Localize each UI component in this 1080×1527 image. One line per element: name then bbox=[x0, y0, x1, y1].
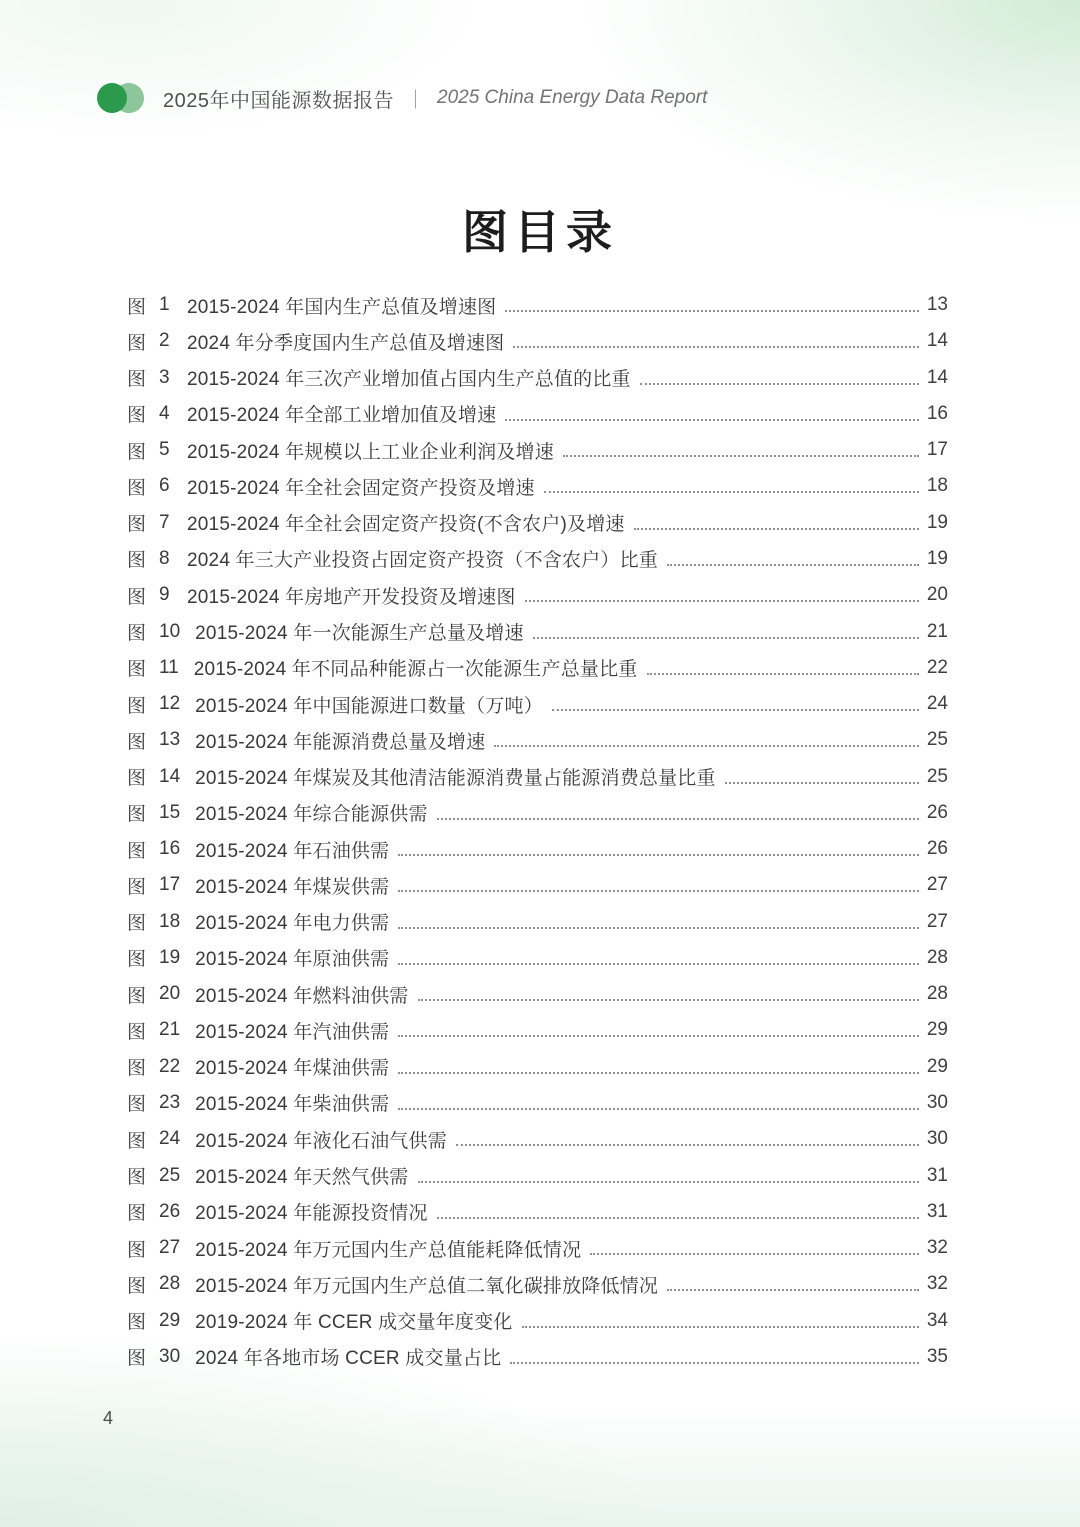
toc-entry-title: 2024 年分季度国内生产总值及增速图 bbox=[187, 332, 505, 354]
toc-entry-number: 24 bbox=[159, 1128, 181, 1150]
toc-entry-label: 图 bbox=[127, 876, 147, 898]
toc-entry-title: 2015-2024 年全社会固定资产投资(不含农户)及增速 bbox=[187, 514, 625, 536]
toc-entry-page: 31 bbox=[926, 1200, 948, 1222]
toc-entry-title: 2015-2024 年煤油供需 bbox=[195, 1058, 390, 1080]
toc-entry-row bbox=[127, 976, 948, 1012]
dotted-leader bbox=[505, 310, 919, 312]
toc-entry-number: 29 bbox=[159, 1309, 181, 1331]
toc-entry-title: 2015-2024 年电力供需 bbox=[195, 913, 390, 935]
toc-entry-label: 图 bbox=[127, 1239, 147, 1261]
toc-entry-number: 11 bbox=[159, 656, 179, 678]
toc-entry-page: 16 bbox=[926, 402, 948, 424]
toc-entry-number: 13 bbox=[159, 729, 181, 751]
toc-entry-label: 图 bbox=[127, 804, 147, 826]
toc-entry-page: 25 bbox=[926, 765, 948, 787]
toc-entry-row bbox=[127, 360, 948, 396]
report-logo-icon bbox=[97, 82, 145, 114]
toc-entry-page: 19 bbox=[926, 511, 948, 533]
toc-entry-page: 34 bbox=[926, 1309, 948, 1331]
toc-entry-row bbox=[127, 1339, 948, 1375]
toc-list bbox=[127, 287, 948, 1375]
toc-entry-number: 7 bbox=[159, 511, 170, 533]
dotted-leader bbox=[505, 419, 919, 421]
header-separator: ｜ bbox=[406, 89, 426, 111]
toc-entry-page: 25 bbox=[926, 729, 948, 751]
toc-entry-row bbox=[127, 650, 948, 686]
toc-entry-title: 2015-2024 年规模以上工业企业利润及增速 bbox=[187, 441, 554, 463]
toc-entry-title: 2015-2024 年房地产开发投资及增速图 bbox=[187, 586, 516, 608]
toc-entry-label: 图 bbox=[127, 695, 147, 717]
toc-entry-page: 21 bbox=[926, 620, 948, 642]
toc-entry-row bbox=[127, 1266, 948, 1302]
toc-entry-title: 2015-2024 年全部工业增加值及增速 bbox=[187, 405, 497, 427]
toc-entry-label: 图 bbox=[127, 586, 147, 608]
toc-entry-row bbox=[127, 323, 948, 359]
toc-entry-title: 2015-2024 年煤炭供需 bbox=[195, 876, 390, 898]
dotted-leader bbox=[544, 491, 919, 493]
dotted-leader bbox=[634, 528, 919, 530]
toc-entry-number: 1 bbox=[159, 294, 170, 316]
toc-entry-page: 35 bbox=[926, 1345, 948, 1367]
toc-entry-label: 图 bbox=[127, 441, 147, 463]
toc-entry-row bbox=[127, 1012, 948, 1048]
toc-entry-row bbox=[127, 1121, 948, 1157]
toc-entry-label: 图 bbox=[127, 768, 147, 790]
toc-entry-label: 图 bbox=[127, 1058, 147, 1080]
toc-entry-title: 2015-2024 年液化石油气供需 bbox=[195, 1130, 447, 1152]
toc-entry-title: 2015-2024 年全社会固定资产投资及增速 bbox=[187, 477, 535, 499]
dotted-leader bbox=[418, 1181, 920, 1183]
toc-entry-page: 28 bbox=[926, 983, 948, 1005]
toc-entry-page: 26 bbox=[926, 801, 948, 823]
toc-entry-title: 2015-2024 年一次能源生产总量及增速 bbox=[195, 623, 524, 645]
toc-entry-number: 16 bbox=[159, 838, 181, 860]
toc-entry-page: 13 bbox=[926, 294, 948, 316]
toc-entry-number: 17 bbox=[159, 874, 181, 896]
toc-entry-page: 28 bbox=[926, 946, 948, 968]
toc-entry-number: 30 bbox=[159, 1345, 181, 1367]
toc-entry-number: 28 bbox=[159, 1273, 181, 1295]
toc-entry-title: 2015-2024 年中国能源进口数量（万吨） bbox=[195, 695, 543, 717]
toc-entry-title: 2015-2024 年煤炭及其他清洁能源消费量占能源消费总量比重 bbox=[195, 768, 716, 790]
report-header bbox=[97, 82, 707, 114]
toc-entry-number: 18 bbox=[159, 910, 181, 932]
dotted-leader bbox=[398, 927, 919, 929]
toc-entry-label: 图 bbox=[127, 405, 147, 427]
toc-entry-title: 2015-2024 年柴油供需 bbox=[195, 1094, 390, 1116]
toc-entry-title: 2019-2024 年 CCER 成交量年度变化 bbox=[195, 1312, 513, 1334]
toc-entry-number: 25 bbox=[159, 1164, 181, 1186]
toc-entry-number: 27 bbox=[159, 1237, 181, 1259]
toc-entry-number: 26 bbox=[159, 1200, 181, 1222]
toc-entry-row bbox=[127, 758, 948, 794]
toc-entry-number: 10 bbox=[159, 620, 181, 642]
toc-entry-row bbox=[127, 940, 948, 976]
toc-entry-number: 19 bbox=[159, 946, 181, 968]
dotted-leader bbox=[418, 999, 920, 1001]
header-title-zh: 2025年中国能源数据报告 bbox=[163, 89, 394, 112]
toc-entry-label: 图 bbox=[127, 949, 147, 971]
toc-entry-title: 2015-2024 年天然气供需 bbox=[195, 1167, 409, 1188]
toc-entry-page: 14 bbox=[926, 330, 948, 352]
toc-entry-row bbox=[127, 1230, 948, 1266]
toc-entry-page: 26 bbox=[926, 838, 948, 860]
toc-entry-title: 2015-2024 年原油供需 bbox=[195, 949, 390, 971]
toc-entry-page: 27 bbox=[926, 910, 948, 932]
dotted-leader bbox=[563, 455, 919, 457]
toc-entry-number: 5 bbox=[159, 439, 170, 461]
toc-entry-title: 2024 年三大产业投资占固定资产投资（不含农户）比重 bbox=[187, 550, 658, 572]
dotted-leader bbox=[590, 1253, 919, 1255]
toc-entry-label: 图 bbox=[127, 332, 147, 354]
toc-entry-row bbox=[127, 577, 948, 613]
toc-entry-label: 图 bbox=[127, 1348, 147, 1370]
toc-entry-title: 2015-2024 年万元国内生产总值二氧化碳排放降低情况 bbox=[195, 1275, 659, 1297]
footer-page-number: 4 bbox=[103, 1408, 114, 1428]
toc-entry-number: 4 bbox=[159, 402, 170, 424]
toc-entry-label: 图 bbox=[127, 1203, 147, 1225]
toc-entry-label: 图 bbox=[127, 296, 147, 318]
page-title: 图目录 bbox=[462, 206, 618, 258]
toc-entry-page: 20 bbox=[926, 584, 948, 606]
toc-entry-label: 图 bbox=[127, 369, 147, 391]
dotted-leader bbox=[533, 637, 919, 639]
toc-entry-label: 图 bbox=[127, 1167, 147, 1188]
dotted-leader bbox=[522, 1326, 920, 1328]
toc-entry-label: 图 bbox=[127, 1094, 147, 1116]
dotted-leader bbox=[667, 1289, 919, 1291]
dotted-leader bbox=[456, 1144, 919, 1146]
toc-entry-number: 20 bbox=[159, 983, 181, 1005]
toc-entry-page: 30 bbox=[926, 1128, 948, 1150]
toc-entry-page: 22 bbox=[926, 656, 948, 678]
dotted-leader bbox=[667, 564, 919, 566]
toc-entry-title: 2015-2024 年汽油供需 bbox=[195, 1021, 390, 1043]
dotted-leader bbox=[647, 673, 920, 675]
dotted-leader bbox=[437, 818, 919, 820]
toc-entry-label: 图 bbox=[127, 1312, 147, 1334]
toc-entry-row bbox=[127, 287, 948, 323]
toc-entry-number: 6 bbox=[159, 475, 170, 497]
toc-entry-label: 图 bbox=[127, 550, 147, 572]
toc-entry-row bbox=[127, 468, 948, 504]
toc-entry-page: 32 bbox=[926, 1273, 948, 1295]
toc-entry-row bbox=[127, 505, 948, 541]
toc-entry-label: 图 bbox=[127, 1021, 147, 1043]
toc-entry-label: 图 bbox=[127, 1130, 147, 1152]
dotted-leader bbox=[494, 745, 919, 747]
toc-entry-number: 3 bbox=[159, 366, 170, 388]
toc-entry-page: 18 bbox=[926, 475, 948, 497]
toc-entry-title: 2015-2024 年不同品种能源占一次能源生产总量比重 bbox=[193, 659, 638, 681]
toc-entry-label: 图 bbox=[127, 659, 147, 681]
toc-entry-number: 15 bbox=[159, 801, 181, 823]
toc-entry-title: 2024 年各地市场 CCER 成交量占比 bbox=[195, 1348, 502, 1370]
toc-entry-row bbox=[127, 904, 948, 940]
dotted-leader bbox=[525, 600, 919, 602]
toc-entry-number: 22 bbox=[159, 1055, 181, 1077]
toc-entry-row bbox=[127, 432, 948, 468]
toc-entry-page: 17 bbox=[926, 439, 948, 461]
toc-entry-row bbox=[127, 867, 948, 903]
toc-entry-title: 2015-2024 年万元国内生产总值能耗降低情况 bbox=[195, 1239, 582, 1261]
toc-entry-page: 27 bbox=[926, 874, 948, 896]
toc-entry-title: 2015-2024 年燃料油供需 bbox=[195, 985, 409, 1007]
toc-entry-row bbox=[127, 613, 948, 649]
toc-entry-page: 30 bbox=[926, 1091, 948, 1113]
toc-entry-label: 图 bbox=[127, 731, 147, 753]
toc-entry-title: 2015-2024 年能源投资情况 bbox=[195, 1203, 428, 1225]
dotted-leader bbox=[398, 1072, 919, 1074]
dotted-leader bbox=[513, 346, 919, 348]
toc-entry-title: 2015-2024 年石油供需 bbox=[195, 840, 390, 862]
toc-entry-page: 24 bbox=[926, 693, 948, 715]
toc-entry-title: 2015-2024 年综合能源供需 bbox=[195, 804, 428, 826]
toc-entry-label: 图 bbox=[127, 840, 147, 862]
toc-entry-number: 21 bbox=[159, 1019, 181, 1041]
toc-entry-row bbox=[127, 1157, 948, 1193]
toc-entry-page: 31 bbox=[926, 1164, 948, 1186]
toc-entry-row bbox=[127, 1049, 948, 1085]
toc-entry-title: 2015-2024 年能源消费总量及增速 bbox=[195, 731, 486, 753]
dotted-leader bbox=[398, 1108, 919, 1110]
dotted-leader bbox=[640, 383, 919, 385]
toc-entry-number: 12 bbox=[159, 693, 181, 715]
toc-entry-number: 8 bbox=[159, 547, 170, 569]
toc-entry-label: 图 bbox=[127, 985, 147, 1007]
header-title-en: 2025 China Energy Data Report bbox=[437, 87, 708, 108]
toc-entry-page: 29 bbox=[926, 1055, 948, 1077]
toc-entry-row bbox=[127, 541, 948, 577]
logo-circle-dark-icon bbox=[97, 83, 127, 113]
toc-entry-page: 19 bbox=[926, 547, 948, 569]
toc-entry-row bbox=[127, 722, 948, 758]
toc-entry-label: 图 bbox=[127, 1275, 147, 1297]
dotted-leader bbox=[398, 1035, 919, 1037]
toc-entry-row bbox=[127, 686, 948, 722]
toc-entry-row bbox=[127, 831, 948, 867]
toc-entry-label: 图 bbox=[127, 477, 147, 499]
toc-entry-row bbox=[127, 396, 948, 432]
toc-entry-label: 图 bbox=[127, 913, 147, 935]
toc-entry-title: 2015-2024 年三次产业增加值占国内生产总值的比重 bbox=[187, 369, 631, 391]
dotted-leader bbox=[437, 1217, 919, 1219]
toc-entry-number: 14 bbox=[159, 765, 181, 787]
toc-entry-page: 29 bbox=[926, 1019, 948, 1041]
toc-entry-number: 23 bbox=[159, 1091, 181, 1113]
toc-entry-row bbox=[127, 1194, 948, 1230]
dotted-leader bbox=[398, 890, 919, 892]
dotted-leader bbox=[552, 709, 919, 711]
toc-entry-number: 9 bbox=[159, 584, 170, 606]
toc-entry-row bbox=[127, 1085, 948, 1121]
toc-entry-title: 2015-2024 年国内生产总值及增速图 bbox=[187, 296, 497, 318]
toc-entry-row bbox=[127, 795, 948, 831]
dotted-leader bbox=[725, 782, 919, 784]
toc-entry-label: 图 bbox=[127, 514, 147, 536]
dotted-leader bbox=[510, 1362, 919, 1364]
toc-entry-number: 2 bbox=[159, 330, 170, 352]
dotted-leader bbox=[398, 854, 919, 856]
toc-entry-label: 图 bbox=[127, 623, 147, 645]
dotted-leader bbox=[398, 963, 919, 965]
toc-entry-page: 32 bbox=[926, 1237, 948, 1259]
toc-entry-row bbox=[127, 1302, 948, 1338]
toc-entry-page: 14 bbox=[926, 366, 948, 388]
